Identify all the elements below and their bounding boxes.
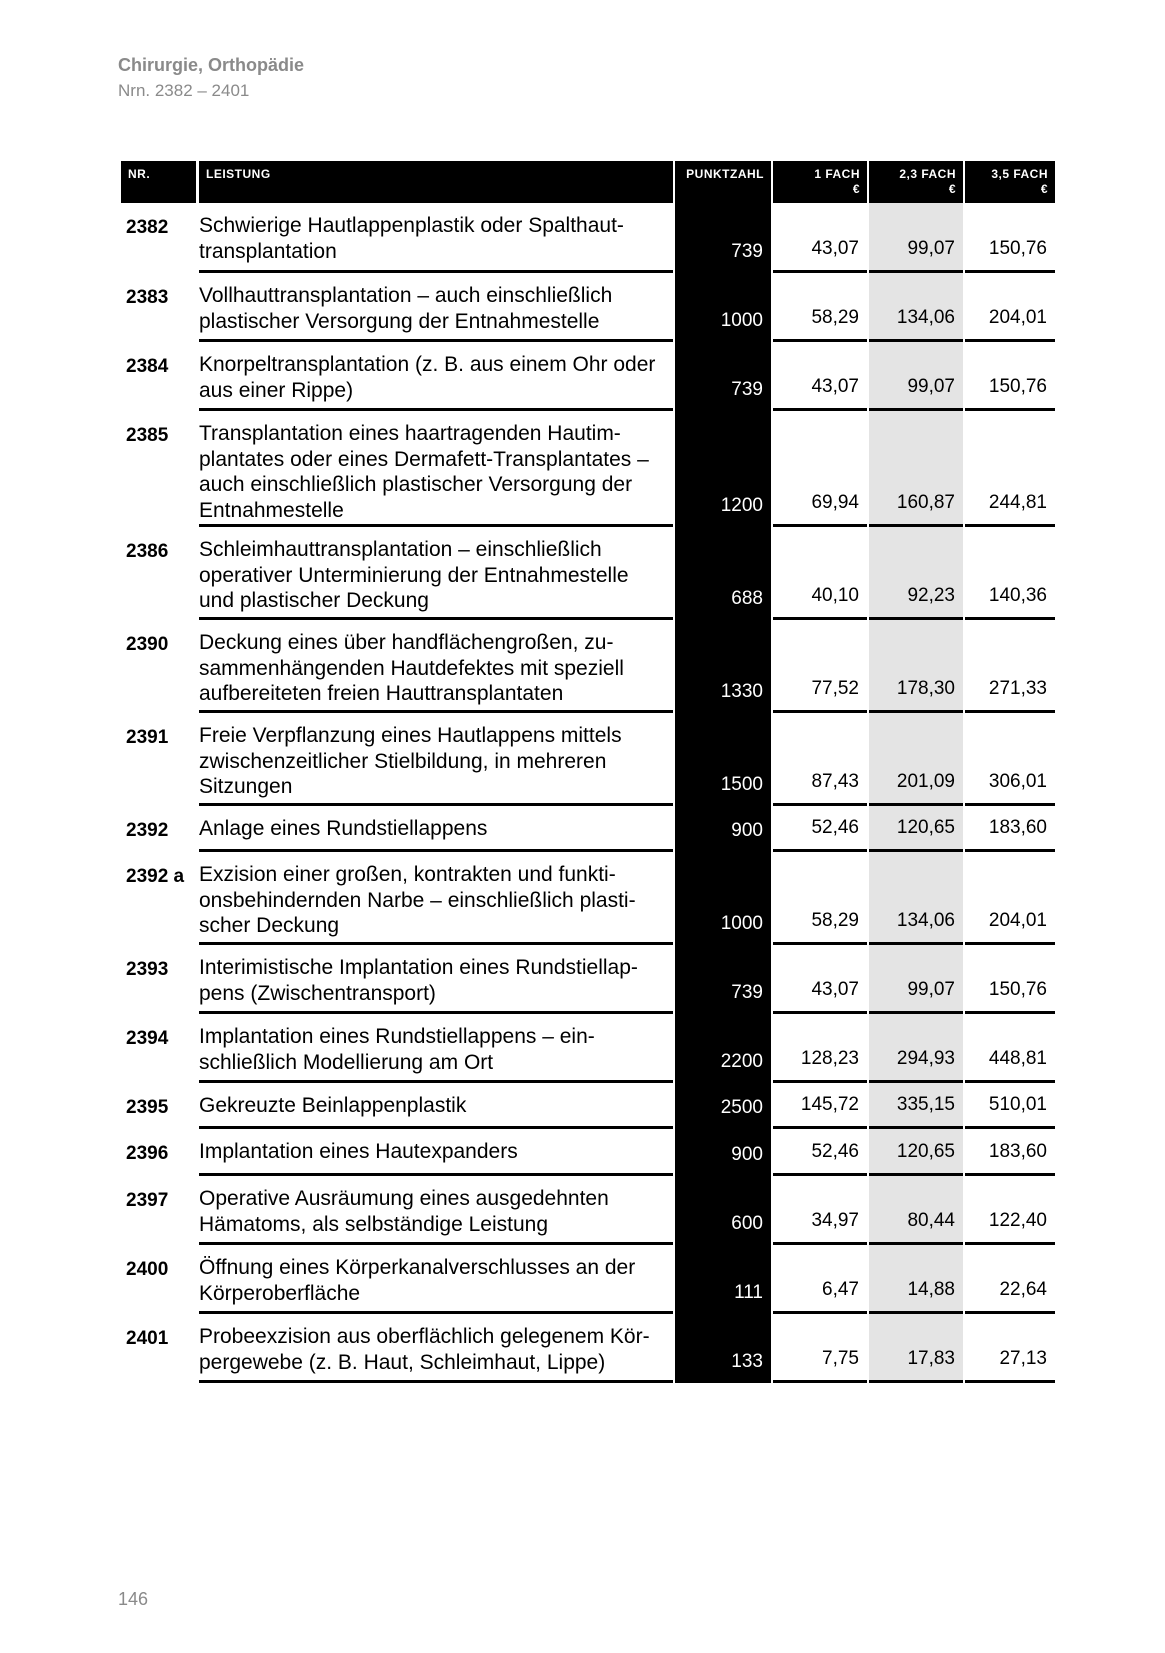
column-header-leistung: LEISTUNG bbox=[199, 161, 673, 203]
row-2-3-fach: 17,83 bbox=[869, 1314, 963, 1383]
row-3-5-fach: 244,81 bbox=[965, 411, 1055, 527]
row-3-5-fach: 140,36 bbox=[965, 527, 1055, 620]
row-number: 2393 bbox=[126, 959, 169, 980]
row-3-5-fach: 183,60 bbox=[965, 1129, 1055, 1176]
row-number: 2390 bbox=[126, 634, 169, 655]
row-punktzahl: 1200 bbox=[675, 411, 771, 527]
row-number: 2400 bbox=[126, 1259, 169, 1280]
row-1-fach: 6,47 bbox=[773, 1245, 867, 1314]
page-title: Chirurgie, Orthopädie bbox=[118, 55, 305, 75]
row-number: 2382 bbox=[126, 217, 169, 238]
table-header bbox=[121, 161, 1055, 203]
row-punktzahl: 900 bbox=[675, 1129, 771, 1176]
row-punktzahl: 2500 bbox=[675, 1083, 771, 1129]
row-punktzahl: 739 bbox=[675, 203, 771, 273]
row-leistung: Knorpeltransplantation (z. B. aus einem Ohr oder aus einer Rippe) bbox=[199, 342, 673, 411]
table-row bbox=[121, 527, 1055, 620]
row-number: 2397 bbox=[126, 1190, 169, 1211]
row-1-fach: 145,72 bbox=[773, 1083, 867, 1129]
row-leistung: Schwierige Hautlappenplastik oder Spalthaut-transplantation bbox=[199, 203, 673, 273]
row-punktzahl: 739 bbox=[675, 342, 771, 411]
row-punktzahl: 1000 bbox=[675, 852, 771, 945]
row-1-fach: 43,07 bbox=[773, 342, 867, 411]
row-1-fach: 40,10 bbox=[773, 527, 867, 620]
row-3-5-fach: 150,76 bbox=[965, 945, 1055, 1014]
table-body bbox=[121, 203, 1055, 1383]
row-2-3-fach: 294,93 bbox=[869, 1014, 963, 1083]
row-2-3-fach: 99,07 bbox=[869, 945, 963, 1014]
row-3-5-fach: 204,01 bbox=[965, 273, 1055, 342]
row-number: 2392 a bbox=[126, 866, 185, 887]
row-2-3-fach: 99,07 bbox=[869, 342, 963, 411]
row-1-fach: 7,75 bbox=[773, 1314, 867, 1383]
row-2-3-fach: 120,65 bbox=[869, 1129, 963, 1176]
row-leistung: Exzision einer großen, kontrakten und funkti-onsbehindernden Narbe – einschließlich plasti-scher Deckung bbox=[199, 852, 673, 945]
row-leistung: Anlage eines Rundstiellappens bbox=[199, 806, 673, 852]
table-row bbox=[121, 620, 1055, 713]
table-row bbox=[121, 1129, 1055, 1176]
row-leistung: Öffnung eines Körperkanalverschlusses an der Körperoberfläche bbox=[199, 1245, 673, 1314]
row-2-3-fach: 134,06 bbox=[869, 852, 963, 945]
row-2-3-fach: 120,65 bbox=[869, 806, 963, 852]
row-punktzahl: 133 bbox=[675, 1314, 771, 1383]
row-1-fach: 69,94 bbox=[773, 411, 867, 527]
row-punktzahl: 1500 bbox=[675, 713, 771, 806]
row-leistung: Gekreuzte Beinlappenplastik bbox=[199, 1083, 673, 1129]
row-3-5-fach: 271,33 bbox=[965, 620, 1055, 713]
row-1-fach: 43,07 bbox=[773, 945, 867, 1014]
row-leistung: Vollhauttransplantation – auch einschließlich plastischer Versorgung der Entnahmestelle bbox=[199, 273, 673, 342]
page-header bbox=[118, 52, 304, 104]
table-row bbox=[121, 273, 1055, 342]
row-punktzahl: 1330 bbox=[675, 620, 771, 713]
column-header-2-3-fach: 2,3 FACH € bbox=[869, 161, 963, 203]
row-2-3-fach: 99,07 bbox=[869, 203, 963, 273]
table-row bbox=[121, 1245, 1055, 1314]
row-leistung: Implantation eines Hautexpanders bbox=[199, 1129, 673, 1176]
page-subtitle: Nrn. 2382 – 2401 bbox=[118, 81, 250, 100]
row-leistung: Transplantation eines haartragenden Hautim-plantates oder eines Dermafett-Transplantates – auch einschließlich plastischer Versorgung der Entnahmestelle bbox=[199, 411, 673, 527]
row-number: 2395 bbox=[126, 1097, 169, 1118]
row-1-fach: 58,29 bbox=[773, 852, 867, 945]
table-row bbox=[121, 203, 1055, 273]
table-row bbox=[121, 713, 1055, 806]
row-2-3-fach: 335,15 bbox=[869, 1083, 963, 1129]
table-row bbox=[121, 1314, 1055, 1383]
column-header-punktzahl: PUNKTZAHL bbox=[675, 161, 771, 203]
row-number: 2392 bbox=[126, 820, 169, 841]
row-2-3-fach: 14,88 bbox=[869, 1245, 963, 1314]
table-row bbox=[121, 1014, 1055, 1083]
row-number: 2391 bbox=[126, 727, 169, 748]
row-1-fach: 52,46 bbox=[773, 1129, 867, 1176]
row-number: 2386 bbox=[126, 541, 169, 562]
row-2-3-fach: 160,87 bbox=[869, 411, 963, 527]
row-leistung: Schleimhauttransplantation – einschließlich operativer Unterminierung der Entnahmestelle und plastischer Deckung bbox=[199, 527, 673, 620]
row-1-fach: 58,29 bbox=[773, 273, 867, 342]
row-1-fach: 43,07 bbox=[773, 203, 867, 273]
row-3-5-fach: 448,81 bbox=[965, 1014, 1055, 1083]
row-leistung: Operative Ausräumung eines ausgedehnten Hämatoms, als selbständige Leistung bbox=[199, 1176, 673, 1245]
column-header-nr: NR. bbox=[121, 161, 196, 203]
table-row bbox=[121, 806, 1055, 852]
row-1-fach: 34,97 bbox=[773, 1176, 867, 1245]
row-leistung: Deckung eines über handflächengroßen, zu-sammenhängenden Hautdefektes mit speziell aufbereiteten freien Hauttransplantaten bbox=[199, 620, 673, 713]
column-header-3-5-fach: 3,5 FACH € bbox=[965, 161, 1055, 203]
row-3-5-fach: 122,40 bbox=[965, 1176, 1055, 1245]
row-leistung: Freie Verpflanzung eines Hautlappens mittels zwischenzeitlicher Stielbildung, in mehreren Sitzungen bbox=[199, 713, 673, 806]
table-row bbox=[121, 342, 1055, 411]
row-1-fach: 87,43 bbox=[773, 713, 867, 806]
row-number: 2384 bbox=[126, 356, 169, 377]
row-number: 2383 bbox=[126, 287, 169, 308]
row-punktzahl: 688 bbox=[675, 527, 771, 620]
row-3-5-fach: 306,01 bbox=[965, 713, 1055, 806]
row-2-3-fach: 178,30 bbox=[869, 620, 963, 713]
row-3-5-fach: 204,01 bbox=[965, 852, 1055, 945]
row-punktzahl: 600 bbox=[675, 1176, 771, 1245]
column-header-1-fach: 1 FACH € bbox=[773, 161, 867, 203]
table-row bbox=[121, 1176, 1055, 1245]
table-row bbox=[121, 852, 1055, 945]
row-leistung: Probeexzision aus oberflächlich gelegenem Kör-pergewebe (z. B. Haut, Schleimhaut, Lippe) bbox=[199, 1314, 673, 1383]
row-punktzahl: 2200 bbox=[675, 1014, 771, 1083]
fee-table bbox=[121, 161, 1055, 1383]
row-3-5-fach: 27,13 bbox=[965, 1314, 1055, 1383]
table-row bbox=[121, 411, 1055, 527]
page-number: 146 bbox=[118, 1589, 149, 1609]
row-3-5-fach: 183,60 bbox=[965, 806, 1055, 852]
row-number: 2396 bbox=[126, 1143, 169, 1164]
row-3-5-fach: 150,76 bbox=[965, 203, 1055, 273]
row-3-5-fach: 22,64 bbox=[965, 1245, 1055, 1314]
row-2-3-fach: 201,09 bbox=[869, 713, 963, 806]
row-punktzahl: 111 bbox=[675, 1245, 771, 1314]
table-row bbox=[121, 945, 1055, 1014]
table-row bbox=[121, 1083, 1055, 1129]
row-leistung: Implantation eines Rundstiellappens – ein-schließlich Modellierung am Ort bbox=[199, 1014, 673, 1083]
row-1-fach: 77,52 bbox=[773, 620, 867, 713]
row-2-3-fach: 134,06 bbox=[869, 273, 963, 342]
row-number: 2394 bbox=[126, 1028, 169, 1049]
row-3-5-fach: 150,76 bbox=[965, 342, 1055, 411]
row-number: 2401 bbox=[126, 1328, 169, 1349]
row-1-fach: 128,23 bbox=[773, 1014, 867, 1083]
row-3-5-fach: 510,01 bbox=[965, 1083, 1055, 1129]
row-2-3-fach: 80,44 bbox=[869, 1176, 963, 1245]
row-leistung: Interimistische Implantation eines Rundstiellap-pens (Zwischentransport) bbox=[199, 945, 673, 1014]
row-punktzahl: 900 bbox=[675, 806, 771, 852]
row-2-3-fach: 92,23 bbox=[869, 527, 963, 620]
row-number: 2385 bbox=[126, 425, 169, 446]
row-punktzahl: 739 bbox=[675, 945, 771, 1014]
row-punktzahl: 1000 bbox=[675, 273, 771, 342]
row-1-fach: 52,46 bbox=[773, 806, 867, 852]
